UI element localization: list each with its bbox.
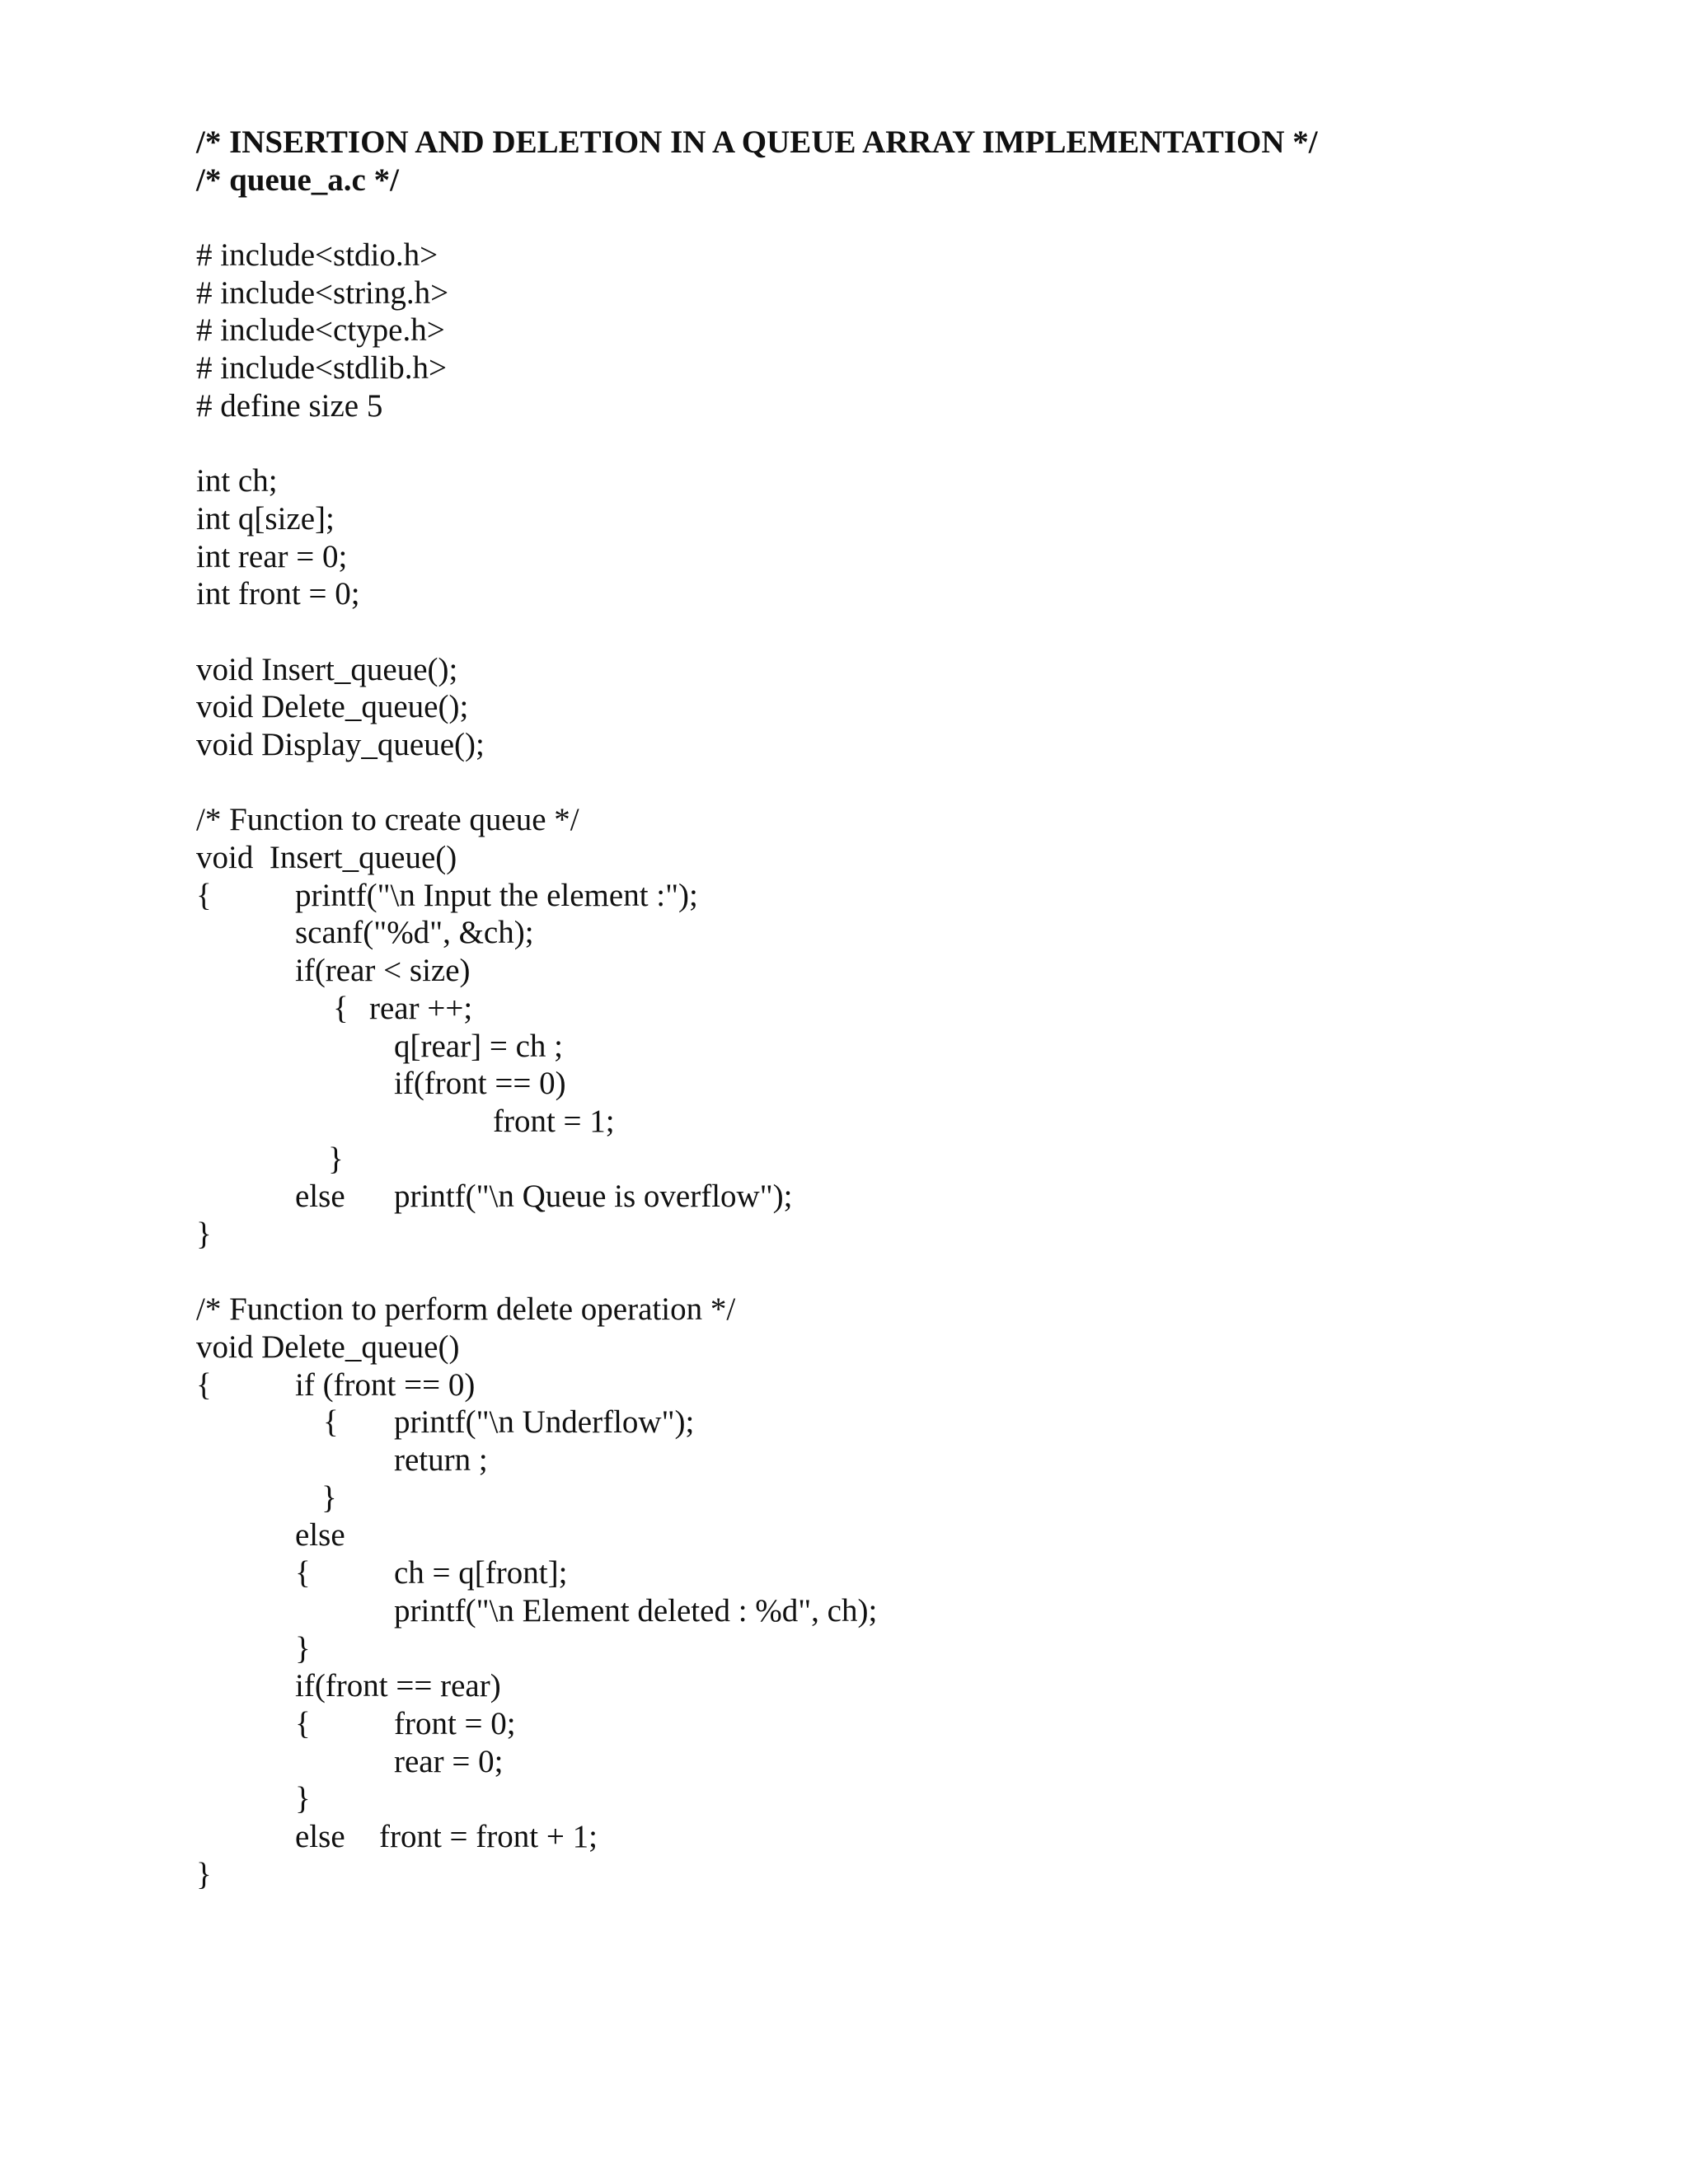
code-statement: if(front == 0) bbox=[394, 1066, 566, 1102]
code-statement: return ; bbox=[394, 1442, 488, 1479]
code-keyword: else bbox=[295, 1818, 345, 1854]
function-prototype: void Delete_queue(); bbox=[196, 689, 469, 725]
code-row bbox=[196, 1103, 1318, 1141]
close-brace: } bbox=[196, 1216, 212, 1252]
close-brace: } bbox=[321, 1479, 337, 1516]
code-keyword: else bbox=[295, 1517, 345, 1554]
file-name-comment: /* queue_a.c */ bbox=[196, 162, 399, 198]
close-brace: } bbox=[196, 1856, 212, 1892]
code-row bbox=[196, 914, 1318, 952]
code-row bbox=[196, 877, 1318, 915]
include-line: # include<stdlib.h> bbox=[196, 350, 447, 387]
global-declaration: int front = 0; bbox=[196, 576, 360, 612]
code-statement: scanf("%d", &ch); bbox=[295, 915, 534, 951]
code-row bbox=[196, 1667, 1318, 1705]
code-row bbox=[196, 990, 1318, 1028]
code-row bbox=[196, 1743, 1318, 1781]
open-brace: { bbox=[323, 1404, 339, 1441]
code-statement: printf("\n Queue is overflow"); bbox=[394, 1179, 793, 1215]
global-declaration: int rear = 0; bbox=[196, 538, 348, 574]
blank-line bbox=[196, 199, 1318, 237]
include-line: # include<string.h> bbox=[196, 274, 449, 311]
code-statement: printf("\n Underflow"); bbox=[394, 1404, 695, 1441]
define-line: # define size 5 bbox=[196, 387, 383, 424]
open-brace: { bbox=[333, 990, 349, 1026]
code-row bbox=[196, 1554, 1318, 1592]
open-brace: { bbox=[196, 1366, 212, 1403]
code-statement: ch = q[front]; bbox=[394, 1555, 568, 1591]
insert-function-signature: void Insert_queue() bbox=[196, 840, 457, 876]
code-row bbox=[196, 1479, 1318, 1517]
open-brace: { bbox=[295, 1555, 311, 1591]
insert-function-comment: /* Function to create queue */ bbox=[196, 802, 579, 838]
code-statement: if(front == rear) bbox=[295, 1668, 501, 1704]
open-brace: { bbox=[196, 877, 212, 913]
code-row bbox=[196, 1441, 1318, 1479]
code-row bbox=[196, 1216, 1318, 1254]
code-statement: if (front == 0) bbox=[295, 1366, 476, 1403]
code-row bbox=[196, 1516, 1318, 1554]
code-row bbox=[196, 1818, 1318, 1856]
blank-line bbox=[196, 1254, 1318, 1291]
code-row bbox=[196, 1065, 1318, 1103]
open-brace: { bbox=[295, 1705, 311, 1741]
code-row bbox=[196, 1141, 1318, 1179]
global-declaration: int q[size]; bbox=[196, 500, 335, 537]
code-row bbox=[196, 1404, 1318, 1441]
code-statement: printf("\n Input the element :"); bbox=[295, 877, 698, 913]
code-statement: rear ++; bbox=[369, 990, 473, 1026]
document-title: /* INSERTION AND DELETION IN A QUEUE ARRAY IMPLEMENTATION */ bbox=[196, 124, 1318, 160]
blank-line bbox=[196, 764, 1318, 802]
code-keyword: else bbox=[295, 1179, 345, 1215]
code-statement: q[rear] = ch ; bbox=[394, 1028, 563, 1064]
code-row bbox=[196, 1780, 1318, 1818]
code-row bbox=[196, 1630, 1318, 1668]
include-line: # include<ctype.h> bbox=[196, 312, 445, 349]
code-row bbox=[196, 952, 1318, 990]
function-prototype: void Insert_queue(); bbox=[196, 651, 458, 687]
code-row bbox=[196, 1592, 1318, 1630]
code-listing bbox=[196, 124, 1318, 1893]
close-brace: } bbox=[328, 1141, 344, 1177]
blank-line bbox=[196, 425, 1318, 463]
code-statement: front = 0; bbox=[394, 1705, 516, 1741]
blank-line bbox=[196, 613, 1318, 651]
code-statement: rear = 0; bbox=[394, 1743, 504, 1779]
code-statement: front = front + 1; bbox=[379, 1818, 598, 1854]
code-row bbox=[196, 1028, 1318, 1066]
global-declaration: int ch; bbox=[196, 463, 278, 499]
code-statement: printf("\n Element deleted : %d", ch); bbox=[394, 1592, 878, 1629]
close-brace: } bbox=[295, 1781, 311, 1817]
function-prototype: void Display_queue(); bbox=[196, 727, 485, 762]
code-row bbox=[196, 1856, 1318, 1894]
close-brace: } bbox=[295, 1630, 311, 1666]
delete-function-comment: /* Function to perform delete operation */ bbox=[196, 1291, 736, 1328]
code-row bbox=[196, 1366, 1318, 1404]
code-row bbox=[196, 1178, 1318, 1216]
code-row bbox=[196, 1705, 1318, 1743]
include-line: # include<stdio.h> bbox=[196, 237, 438, 274]
code-statement: front = 1; bbox=[493, 1103, 615, 1139]
delete-function-signature: void Delete_queue() bbox=[196, 1329, 460, 1365]
code-statement: if(rear < size) bbox=[295, 953, 471, 989]
